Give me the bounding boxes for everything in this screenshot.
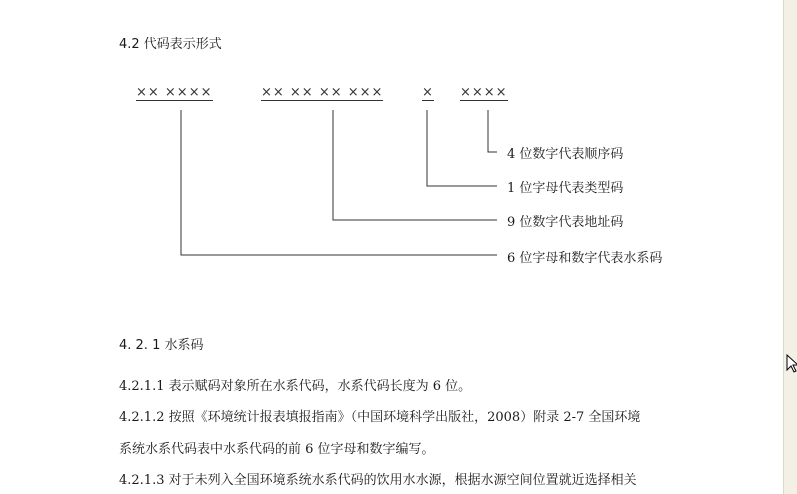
label-sequence-code: 4 位数字代表顺序码	[507, 147, 624, 162]
code-segment-address: ×× ×× ×× ×××	[261, 85, 384, 100]
connector-sequence	[488, 110, 497, 152]
paragraph-4-2-1-3: 4.2.1.3 对于未列入全国环境系统水系代码的饮用水水源，根据水源空间位置就近选择相关	[119, 473, 637, 488]
paragraph-4-2-1-2-cont: 系统水系代码表中水系代码的前 6 位字母和数字编写。	[119, 442, 435, 457]
paragraph-4-2-1-2: 4.2.1.2 按照《环境统计报表填报指南》（中国环境科学出版社，2008）附录 2-7 全国环境	[119, 410, 641, 425]
code-segment-watershed: ×× ××××	[136, 85, 213, 100]
label-watershed-code: 6 位字母和数字代表水系码	[507, 251, 663, 266]
mouse-cursor-icon	[786, 354, 797, 374]
section-heading: 4.2 代码表示形式	[119, 37, 222, 52]
label-address-code: 9 位数字代表地址码	[507, 215, 624, 230]
subsection-heading: 4. 2. 1 水系码	[119, 338, 204, 353]
vertical-scrollbar[interactable]	[783, 0, 797, 494]
paragraph-4-2-1-1: 4.2.1.1 表示赋码对象所在水系代码，水系代码长度为 6 位。	[119, 379, 472, 394]
code-segment-type: ×	[422, 85, 434, 100]
connector-watershed	[181, 110, 497, 255]
label-type-code: 1 位字母代表类型码	[507, 181, 624, 196]
code-segment-sequence: ××××	[460, 85, 508, 100]
connector-type	[427, 110, 497, 186]
connector-address	[333, 110, 497, 220]
